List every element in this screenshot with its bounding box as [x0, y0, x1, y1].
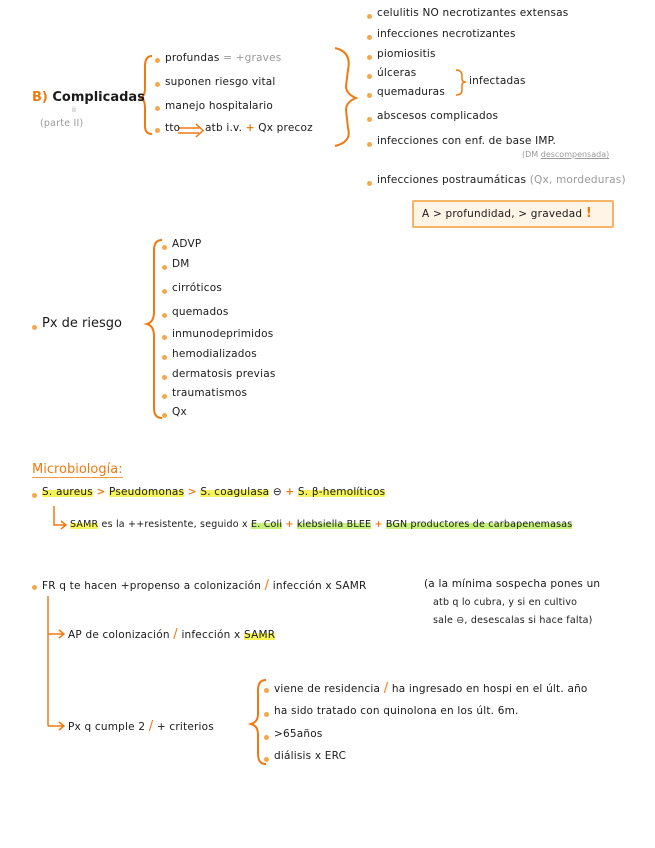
residencia-a: viene de residencia: [274, 683, 381, 695]
fr-text-b: infección x: [272, 580, 332, 592]
ii-mark: ii: [72, 106, 76, 114]
bullet: [367, 181, 372, 186]
box-text: > profundidad, > gravedad: [432, 208, 583, 220]
bullet: [162, 265, 167, 270]
brace-right-list: [335, 48, 356, 146]
bullet: [264, 688, 269, 693]
bullet: [162, 313, 167, 318]
px-riesgo-title: Px de riesgo: [42, 316, 122, 331]
px-item-qx: Qx: [172, 406, 187, 418]
bullet: [367, 35, 372, 40]
fr-arrow-px: [48, 722, 64, 730]
gravedad-box-text: [422, 206, 592, 221]
micro-line-2: [70, 519, 572, 530]
item-riesgo-vital: suponen riesgo vital: [165, 76, 276, 88]
profundas-note: = +graves: [223, 52, 282, 64]
fr-samr: SAMR: [335, 580, 367, 592]
plus: +: [374, 519, 383, 530]
bullet: [367, 14, 372, 19]
item-tto-prefix: tto: [165, 122, 181, 134]
bullet: [367, 117, 372, 122]
px-item-inmunodeprimidos: inmunodeprimidos: [172, 328, 274, 340]
brace-infectadas: [456, 70, 466, 95]
list-necrotizantes: infecciones necrotizantes: [377, 28, 516, 40]
tto-qx: Qx precoz: [258, 122, 313, 134]
bullet: [367, 142, 372, 147]
s-beta-hemoliticos: S. β-hemolíticos: [297, 486, 386, 498]
bullet: [367, 55, 372, 60]
fr-ap-line: [68, 627, 275, 642]
slash: /: [148, 719, 154, 734]
bullet: [367, 93, 372, 98]
criterio-dialisis: diálisis x ERC: [274, 750, 347, 762]
bullet: [264, 757, 269, 762]
samr: SAMR: [70, 519, 99, 530]
list-quemaduras: quemaduras: [377, 86, 445, 98]
fr-paren-3: sale ⊖, desescalas si hace falta): [433, 615, 593, 626]
fr-px-line: [68, 719, 214, 734]
bullet: [162, 394, 167, 399]
list-enf-base: infecciones con enf. de base IMP.: [377, 135, 557, 147]
plus: +: [285, 519, 294, 530]
slash: /: [264, 578, 270, 593]
item-profundas: [165, 52, 281, 64]
criterio-quinolona: ha sido tratado con quinolona en los últ. 6m.: [274, 705, 519, 717]
ap-samr: SAMR: [244, 629, 276, 641]
bullet: [162, 375, 167, 380]
fr-text-a: FR q te hacen +propenso a colonización: [42, 580, 262, 592]
section-letter: B): [32, 90, 48, 105]
part-label: (parte II): [40, 118, 84, 129]
box-exclamation: !: [585, 206, 592, 221]
ap-text-a: AP de colonización: [68, 629, 170, 641]
brace-px-riesgo: [147, 240, 162, 418]
fr-paren-2: atb q lo cubra, y si en cultivo: [433, 597, 578, 608]
px-item-hemodializados: hemodializados: [172, 348, 257, 360]
klebsiella: klebsiella BLEE: [296, 519, 372, 530]
micro-line-1: [42, 486, 385, 498]
e-coli: E. Coli: [251, 519, 283, 530]
bullet: [32, 325, 37, 330]
slash: /: [173, 627, 178, 642]
bullet: [155, 128, 160, 133]
bullet: [367, 74, 372, 79]
section-title: Complicadas: [52, 90, 145, 105]
bullet: [155, 106, 160, 111]
dm-desc: descompensada): [540, 150, 610, 159]
list-infectadas: infectadas: [469, 75, 526, 87]
slash: /: [383, 681, 389, 696]
bullet: [162, 245, 167, 250]
px-item-cirroticos: cirróticos: [172, 282, 223, 294]
list-postraumaticas: [377, 174, 626, 186]
px-item-dm: DM: [172, 258, 190, 270]
fr-arrow-ap: [48, 630, 64, 638]
ap-text-b: infección x: [181, 629, 241, 641]
item-tto: [205, 122, 313, 134]
fr-paren-1: (a la mínima sospecha pones un: [424, 578, 601, 590]
pseudomonas: Pseudomonas: [109, 486, 185, 498]
bgn-carbapenemasas: BGN productores de carbapenemasas: [385, 519, 573, 530]
px-item-traumatismos: traumatismos: [172, 387, 248, 399]
postraumaticas-label: infecciones postraumáticas: [377, 174, 527, 186]
tto-atb: atb i.v.: [205, 122, 243, 134]
list-dm-note: [522, 150, 609, 159]
gt-1: >: [96, 486, 106, 498]
dm-prefix: (DM: [522, 150, 539, 159]
s-coagulasa: S. coagulasa: [200, 486, 270, 498]
bullet: [264, 735, 269, 740]
px-text-a: Px q cumple 2: [68, 721, 146, 733]
bullet: [32, 493, 37, 498]
fr-line-1: [42, 578, 367, 593]
s-aureus: S. aureus: [42, 486, 93, 498]
brace-criterios: [251, 680, 266, 764]
box-prefix: A: [422, 208, 430, 220]
bullet: [264, 712, 269, 717]
plus: +: [285, 486, 295, 498]
px-item-dermatosis: dermatosis previas: [172, 368, 276, 380]
list-abscesos: abscesos complicados: [377, 110, 499, 122]
bullet: [162, 335, 167, 340]
list-celulitis: celulitis NO necrotizantes extensas: [377, 7, 569, 19]
tto-plus: +: [245, 122, 255, 134]
bullet: [162, 289, 167, 294]
list-piomiositis: piomiositis: [377, 48, 436, 60]
item-manejo: manejo hospitalario: [165, 100, 273, 112]
profundas-label: profundas: [165, 52, 220, 64]
tto-arrow: [178, 124, 203, 137]
px-text-b: + criterios: [156, 721, 214, 733]
px-item-quemados: quemados: [172, 306, 229, 318]
bullet: [162, 355, 167, 360]
bullet: [162, 413, 167, 418]
bullet: [155, 82, 160, 87]
criterio-edad: >65años: [274, 728, 323, 740]
microbiologia-title: Microbiología:: [32, 462, 123, 477]
bullet: [155, 58, 160, 63]
px-item-advp: ADVP: [172, 238, 202, 250]
micro-arrow: [54, 506, 66, 529]
criterio-residencia: [274, 681, 588, 696]
postraumaticas-note: (Qx, mordeduras): [529, 174, 626, 186]
list-ulceras: úlceras: [377, 67, 417, 79]
negative-sign: ⊖: [272, 486, 282, 498]
bullet: [32, 585, 37, 590]
gt-2: >: [187, 486, 197, 498]
residencia-b: ha ingresado en hospi en el últ. año: [391, 683, 588, 695]
resistente-text: es la ++resistente, seguido x: [101, 519, 248, 530]
section-complicadas-title: [32, 90, 145, 105]
